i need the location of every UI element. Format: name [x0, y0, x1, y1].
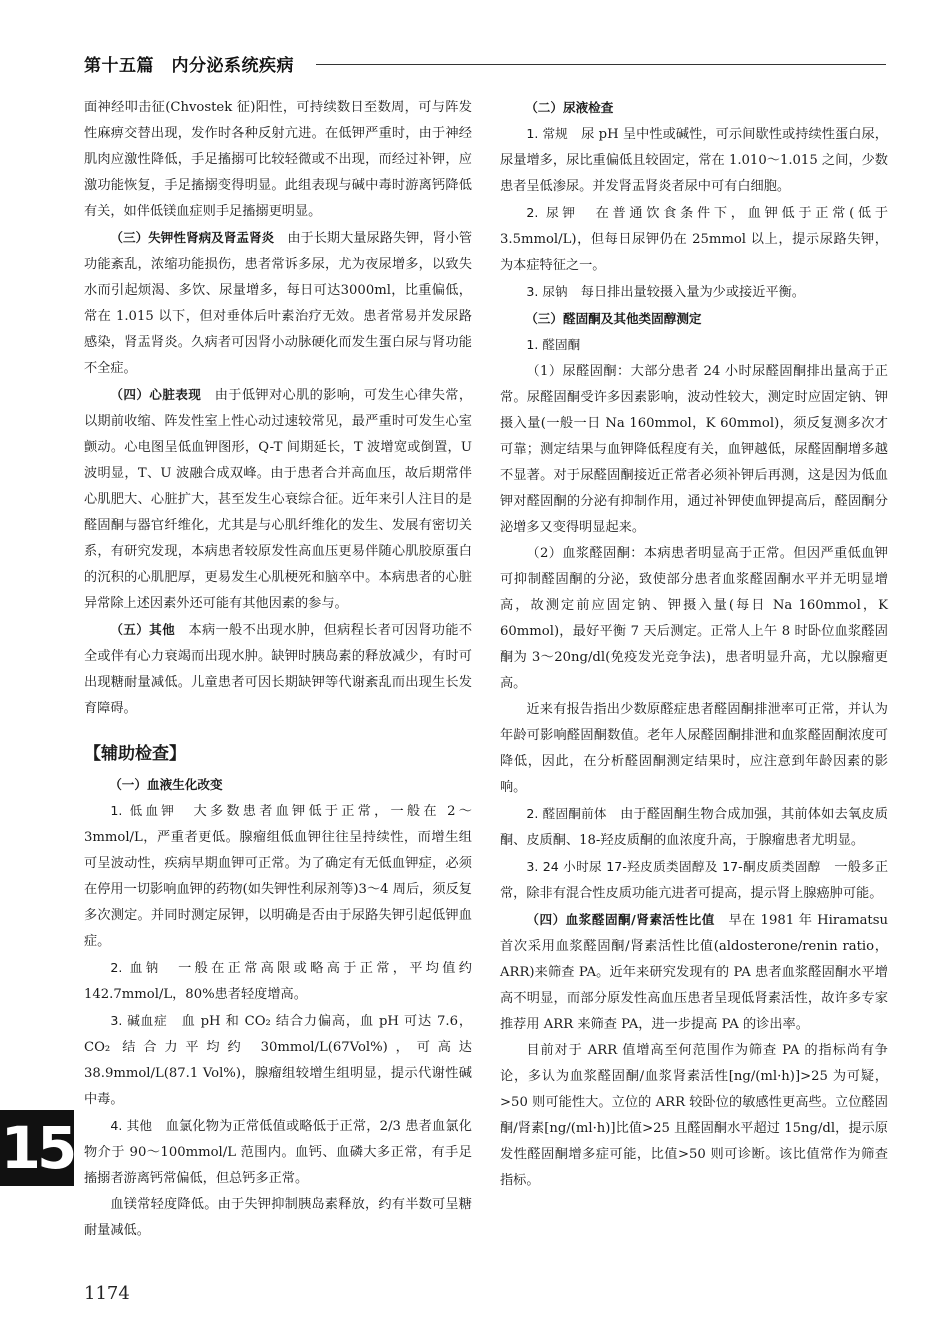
item-heading: 1. 常规 [526, 126, 568, 141]
paragraph-text: 本病一般不出现水肿，但病程长者可因肾功能不全或伴有心力衰竭而出现水肿。缺钾时胰岛素的释放减少，有时可出现糖耐量减低。儿童患者可因长期缺钾等代谢紊乱而出现生长发育障碍。 [84, 623, 473, 716]
paragraph: （1）尿醛固酮：大部分患者 24 小时尿醛固酮排出量高于正常。尿醛固酮受许多因素影响，波动性较大，测定时应固定钠、钾摄入量(一般一日 Na 160mmol，K 60mmol)，须反复测多次才可靠；测定结果与血钾降低程度有关，血钾越低，尿醛固酮增多越不显著。对于尿醛固酮接近正常者必须补钾后再测，这是因为低血钾对醛固酮的分泌有抑制作用，通过补钾使血钾提高后，醛固酮分泌增多又变得明显起来。 [500, 364, 888, 535]
item-heading: 1. 醛固酮 [526, 337, 581, 352]
left-column [84, 95, 472, 1244]
section-title: 【辅助检查】 [84, 744, 186, 764]
paragraph: 目前对于 ARR 值增高至何范围作为筛查 PA 的指标尚有争论，多认为血浆醛固酮/血浆肾素活性[ng/(ml·h)]>25 为可疑，>50 则可能性大。立位的 ARR 较卧位的敏感性更高些。立位醛固酮/肾素[ng/(ml·h)]比值>25 且醛固酮水平超过 15ng/dl，提示原发性醛固酮增多症可能，比值>50 则可诊断。该比值常作为筛查指标。 [500, 1043, 888, 1188]
paragraph-text: 每日排出量较摄入量为少或接近平衡。 [580, 285, 805, 300]
paragraph [500, 200, 888, 279]
subsection-heading: （四）血浆醛固酮/肾素活性比值 [526, 912, 715, 927]
right-column [500, 95, 888, 1194]
item-heading: 3. 碱血症 [110, 1013, 168, 1028]
paragraph [500, 907, 888, 1038]
item-heading: 2. 血钠 [110, 960, 162, 975]
paragraph-text: 由于醛固酮生物合成加强，其前体如去氧皮质酮、皮质酮、18-羟皮质酮的血浓度升高，于腺瘤患者尤明显。 [500, 807, 888, 848]
paragraph: 血镁常轻度降低。由于失钾抑制胰岛素释放，约有半数可呈糖耐量减低。 [84, 1197, 472, 1238]
item-heading: 3. 24 小时尿 17-羟皮质类固醇及 17-酮皮质类固醇 [526, 859, 821, 874]
paragraph-text: 大多数患者血钾低于正常，一般在 2～3mmol/L，严重者更低。腺瘤组低血钾往往呈持续性，而增生组可呈波动性，疾病早期血钾可正常。为了确定有无低血钾症，必须在停用一切影响血钾的药物(如失钾性利尿剂等)3～4 周后，须反复多次测定。并同时测定尿钾，以明确是否由于尿路失钾引起低钾血症。 [84, 804, 472, 949]
subsection-heading: （五）其他 [110, 622, 175, 637]
subsection-heading: （三）失钾性肾病及肾盂肾炎 [110, 230, 275, 245]
running-header [84, 51, 886, 81]
subsection-heading: （三）醛固酮及其他类固醇测定 [525, 311, 702, 326]
paragraph-text: 早在 1981 年 Hiramatsu 首次采用血浆醛固酮/肾素活性比值(aldosterone/renin ratio，ARR)来筛查 PA。近年来研究发现有的 PA 患者血浆醛固酮水平增高不明显，而部分原发性高血压患者呈现低肾素活性，故许多专家推荐用 ARR 来筛查 PA，进一步提高 PA 的诊出率。 [500, 913, 888, 1032]
paragraph-text: 由于长期大量尿路失钾，肾小管功能紊乱，浓缩功能损伤，患者常诉多尿，尤为夜尿增多，以致失水而引起烦渴、多饮、尿量增多，每日可达3000ml，比重偏低，常在 1.015 以下，但对垂体后叶素治疗无效。患者常易并发尿路感染，肾盂肾炎。久病者可因肾小动脉硬化而发生蛋白尿与肾功能不全症。 [84, 231, 473, 376]
item-heading: 4. 其他 [110, 1118, 153, 1133]
paragraph [84, 382, 472, 617]
paragraph [500, 801, 888, 854]
paragraph [500, 279, 888, 306]
item-heading: 2. 醛固酮前体 [526, 806, 607, 821]
paragraph [500, 121, 888, 200]
header-rule [316, 64, 886, 65]
paragraph [500, 332, 888, 359]
paragraph: 近来有报告指出少数原醛症患者醛固酮排泄率可正常，并认为年龄可影响醛固酮数值。老年人尿醛固酮排泄和血浆醛固酮浓度可降低，因此，在分析醛固酮测定结果时，应注意到年龄因素的影响。 [500, 702, 888, 795]
paragraph [84, 798, 472, 955]
paragraph-text: 一般在正常高限或略高于正常，平均值约 142.7mmol/L，80%患者轻度增高。 [84, 961, 472, 1002]
paragraph [84, 1113, 472, 1192]
paragraph-text: 由于低钾对心肌的影响，可发生心律失常，以期前收缩、阵发性室上性心动过速较常见，最严重时可发生心室颤动。心电图呈低血钾图形，Q-T 间期延长，T 波增宽或倒置，U 波明显，T、U 波融合成双峰。由于患者合并高血压，故后期常伴心肌肥大、心脏扩大，甚至发生心衰综合征。近年来引人注目的是醛固酮与器官纤维化，尤其是与心肌纤维化的发生、发展有密切关系，有研究发现，本病患者较原发性高血压更易伴随心肌胶原蛋白的沉积的心肌肥厚，更易发生心肌梗死和脑卒中。本病患者的心脏异常除上述因素外还可能有其他因素的参与。 [84, 388, 473, 611]
paragraph: （2）血浆醛固酮：本病患者明显高于正常。但因严重低血钾可抑制醛固酮的分泌，致使部分患者血浆醛固酮水平并无明显增高，故测定前应固定钠、钾摄入量(每日 Na 160mmol，K 60mmol)，最好平衡 7 天后测定。正常人上午 8 时卧位血浆醛固酮为 3～20ng/dl(免疫发光竞争法)，患者明显升高，尤以腺瘤更高。 [500, 546, 888, 691]
subsection-heading: （四）心脏表现 [110, 387, 202, 402]
paragraph-text: 在普通饮食条件下，血钾低于正常(低于 3.5mmol/L)，但每日尿钾仍在 25mmol 以上，提示尿路失钾，为本症特征之一。 [500, 206, 889, 273]
paragraph: 面神经叩击征(Chvostek 征)阳性，可持续数日至数周，可与阵发性麻痹交替出现，发作时各种反射亢进。在低钾严重时，由于神经肌肉应激性降低，手足搐搦可比较轻微或不出现，而经过补钾，应激功能恢复，手足搐搦变得明显。此组表现与碱中毒时游离钙降低有关，如伴低镁血症则手足搐搦更明显。 [84, 100, 472, 219]
item-heading: 3. 尿钠 [526, 284, 568, 299]
paragraph [84, 617, 472, 722]
paragraph [500, 854, 888, 907]
paragraph [84, 1008, 472, 1113]
subsection-heading: （二）尿液检查 [525, 100, 614, 115]
chapter-tab: 15 [0, 1110, 74, 1186]
paragraph [84, 225, 472, 382]
paragraph-text: 血 pH 和 CO₂ 结合力偏高，血 pH 可达 7.6，CO₂ 结合力平均约 30mmol/L(67Vol%)，可高达 38.9mmol/L(87.1 Vol%)，腺瘤组较增生组明显，提示代谢性碱中毒。 [84, 1014, 473, 1107]
paragraph-text: 尿 pH 呈中性或碱性，可示间歇性或持续性蛋白尿，尿量增多，尿比重偏低且较固定，常在 1.010～1.015 之间，少数患者呈低渗尿。并发肾盂肾炎者尿中可有白细胞。 [500, 127, 888, 194]
subsection-heading: （一）血液生化改变 [109, 777, 223, 792]
page-number: 1174 [84, 1283, 130, 1304]
paragraph-text: 一般多正常，除非有混合性皮质功能亢进者可提高，提示肾上腺癌肿可能。 [500, 860, 889, 901]
item-heading: 1. 低血钾 [110, 803, 178, 818]
paragraph [84, 955, 472, 1008]
item-heading: 2. 尿钾 [526, 205, 579, 220]
paragraph-text: 血氯化物为正常低值或略低于正常，2/3 患者血氯化物介于 90～100mmol/L 范围内。血钙、血磷大多正常，有手足搐搦者游离钙常偏低，但总钙多正常。 [84, 1119, 472, 1186]
header-title: 第十五篇 内分泌系统疾病 [84, 56, 294, 76]
